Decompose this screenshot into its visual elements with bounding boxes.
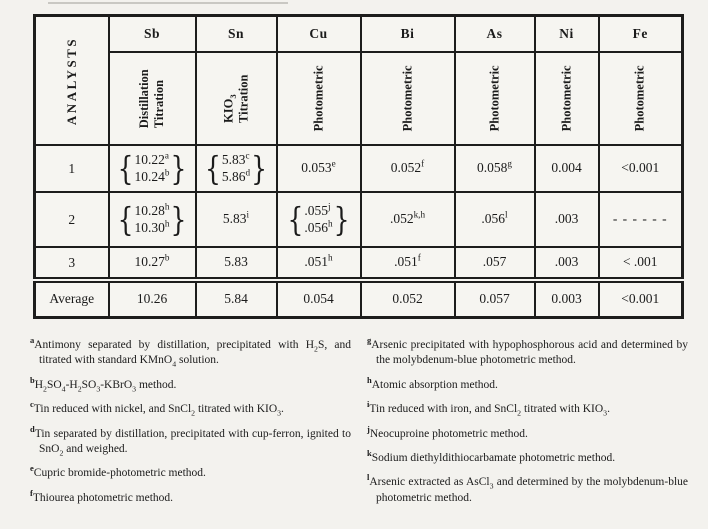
table-cell	[599, 247, 683, 280]
cell-value: 5.83	[224, 254, 248, 270]
method-header-ni	[535, 52, 599, 145]
braced-values	[117, 200, 188, 239]
cell-value: 5.84	[224, 290, 248, 306]
table-cell	[455, 247, 535, 280]
row-label: 1	[35, 145, 109, 192]
value-stack	[613, 211, 668, 228]
col-header-sn: Sn	[196, 16, 277, 52]
row-label: 3	[35, 247, 109, 280]
table-cell	[196, 280, 277, 317]
cell-value: 0.058$^g$	[477, 158, 512, 176]
footnote-marker: d	[30, 423, 35, 434]
table-body	[35, 145, 683, 317]
table-cell	[455, 192, 535, 247]
table-cell	[455, 280, 535, 317]
left-brace: {	[117, 149, 134, 188]
analysts-label: ANALYSTS	[63, 36, 79, 125]
method-label-fe: Photometric	[632, 65, 647, 132]
value-stack	[621, 291, 659, 308]
footnote	[367, 423, 688, 442]
table-cell	[535, 247, 599, 280]
table-header	[35, 16, 683, 146]
cell-value: .055$^j$	[304, 201, 331, 218]
right-brace: }	[251, 149, 268, 188]
value-stack	[223, 211, 249, 228]
table-cell	[277, 145, 361, 192]
value-stack	[390, 211, 425, 228]
footnote-marker: b	[30, 374, 35, 385]
footnote-text: Cupric bromide-photometric method.	[33, 467, 206, 480]
footnote	[367, 399, 688, 418]
value-stack	[137, 291, 167, 308]
method-label-cu: Photometric	[311, 65, 326, 132]
cell-value: 0.052$^f$	[390, 158, 425, 176]
footnote	[30, 374, 351, 394]
table-cell	[196, 247, 277, 280]
method-label-sb: Distillation Titration	[137, 68, 166, 128]
table-cell	[109, 280, 196, 317]
value-stack	[483, 254, 507, 271]
cell-value: 0.057	[479, 290, 510, 306]
footnote-marker: i	[367, 399, 370, 410]
footnote	[367, 448, 688, 466]
table-cell	[535, 280, 599, 317]
cell-value: 0.052	[392, 290, 423, 306]
value-stack	[391, 160, 424, 177]
method-header-bi	[361, 52, 455, 145]
value-stack	[304, 254, 332, 271]
table-cell	[109, 192, 196, 247]
value-stack	[135, 152, 170, 186]
table-cell	[361, 280, 455, 317]
col-header-fe: Fe	[599, 16, 683, 52]
value-stack	[224, 291, 248, 308]
braced-values	[204, 149, 268, 188]
braced-values	[117, 149, 188, 188]
value-stack	[477, 160, 512, 177]
cell-value: 5.86$^d$	[221, 167, 251, 184]
cell-value: 10.26	[136, 290, 168, 306]
cell-value: 0.003	[551, 290, 582, 306]
cell-value: 10.27$^b$	[134, 252, 170, 270]
footnote	[30, 488, 351, 506]
footnote-marker: g	[367, 335, 372, 346]
cell-value: 10.24$^b$	[134, 167, 170, 184]
col-header-cu: Cu	[277, 16, 361, 52]
footnote-marker: h	[367, 374, 372, 385]
cell-value: <0.001	[621, 290, 660, 306]
value-stack	[135, 254, 170, 271]
footnote-text: Antimony separated by distillation, precipitated with $H_2S$, and titrated with standard KMnO$_4$ solution.	[34, 339, 351, 369]
table-cell	[455, 145, 535, 192]
cell-value: .051$^h$	[304, 252, 333, 270]
method-header-as	[455, 52, 535, 145]
method-header-row	[35, 52, 683, 145]
cell-value: 10.22$^a$	[134, 150, 169, 167]
value-stack	[304, 203, 332, 237]
cell-value: 5.83$^i$	[222, 209, 250, 227]
footnotes	[30, 335, 688, 506]
cell-value: .003	[554, 211, 579, 227]
footnote-text: Tin reduced with iron, and SnCl$_2$ titrated with $KIO_3$.	[369, 403, 610, 418]
cell-value: 0.004	[551, 160, 582, 176]
right-brace: }	[333, 200, 350, 239]
value-stack	[479, 291, 509, 308]
footnote	[367, 335, 688, 369]
footnote	[30, 335, 351, 369]
cell-value: .057	[482, 254, 507, 270]
cell-value: - - - - - -	[612, 211, 668, 227]
col-header-bi: Bi	[361, 16, 455, 52]
col-header-as: As	[455, 16, 535, 52]
value-stack	[621, 160, 659, 177]
value-stack	[481, 211, 507, 228]
footnote-text: Tin reduced with nickel, and SnCl$_2$ titrated with $KIO_3$.	[33, 403, 284, 418]
footnote-marker: c	[30, 399, 34, 410]
left-brace: {	[204, 149, 221, 188]
table-cell	[277, 247, 361, 280]
cell-value: 10.28$^h$	[134, 201, 170, 218]
col-header-sb: Sb	[109, 16, 196, 52]
cell-value: .056$^h$	[304, 218, 333, 235]
footnote-text: $H_2SO_4-H_2SO_3-KBrO_3$ method.	[34, 378, 177, 394]
footnote-marker: a	[30, 335, 35, 346]
cell-value: .052$^{k,h}$	[389, 209, 426, 227]
cell-value: 0.053e	[301, 158, 336, 176]
table-cell	[599, 145, 683, 192]
table-cell	[361, 247, 455, 280]
table-row	[35, 192, 683, 247]
analysts-header-cell	[35, 16, 109, 146]
table-cell	[277, 192, 361, 247]
table-row	[35, 247, 683, 280]
cell-value: .003	[554, 254, 579, 270]
value-stack	[303, 291, 333, 308]
table-cell	[535, 145, 599, 192]
footnote-text: Sodium diethyldithiocarbamate photometric method.	[371, 452, 616, 465]
analysts-rotwrap	[36, 17, 108, 144]
method-header-fe	[599, 52, 683, 145]
value-stack	[623, 254, 658, 271]
cell-value: 0.054	[303, 290, 334, 306]
value-stack	[222, 152, 250, 186]
scan-artifact-line	[48, 2, 288, 4]
cell-value: < .001	[622, 254, 658, 270]
cell-value: 5.83$^c$	[221, 150, 250, 167]
table-cell	[196, 192, 277, 247]
table-cell	[361, 145, 455, 192]
table-cell	[196, 145, 277, 192]
footnote-marker: f	[30, 488, 33, 499]
table-cell	[599, 192, 683, 247]
cell-value: .056$^l$	[481, 209, 508, 227]
footnote-text: Arsenic extracted as AsCl$_3$ and determined by the molybdenum-blue photometric method.	[369, 476, 688, 504]
footnote-text: Arsenic precipitated with hypophosphorous acid and determined by the molybdenum-blue photometric method.	[371, 339, 688, 367]
left-brace: {	[287, 200, 304, 239]
footnote	[367, 374, 688, 393]
footnote-text: Atomic absorption method.	[371, 378, 498, 391]
table-cell	[109, 247, 196, 280]
footnote-text: Tin separated by distillation, precipitated with cup-ferron, ignited to SnO$_2$ and weighed.	[34, 427, 351, 458]
footnote-marker: j	[367, 423, 370, 434]
table-row	[35, 280, 683, 317]
braced-values	[286, 200, 350, 239]
analysis-results-table	[33, 14, 684, 319]
value-stack	[551, 160, 581, 177]
footnotes-right	[367, 335, 688, 506]
value-stack	[555, 211, 579, 228]
table-cell	[361, 192, 455, 247]
table-cell	[109, 145, 196, 192]
table-cell	[535, 192, 599, 247]
table-cell	[277, 280, 361, 317]
value-stack	[555, 254, 579, 271]
method-label-as: Photometric	[487, 65, 502, 132]
right-brace: }	[170, 149, 187, 188]
value-stack	[394, 254, 421, 271]
value-stack	[551, 291, 581, 308]
left-brace: {	[117, 200, 134, 239]
footnote	[30, 423, 351, 458]
method-header-sn	[196, 52, 277, 145]
table-cell	[599, 280, 683, 317]
cell-value: 10.30$^h$	[134, 218, 170, 235]
method-label-sn: $KIO_3$ Titration	[221, 74, 250, 123]
footnote-text: Thiourea photometric method.	[32, 491, 174, 504]
footnote-marker: k	[367, 448, 372, 459]
method-header-sb	[109, 52, 196, 145]
cell-value: .051$^f$	[394, 252, 421, 270]
row-label: 2	[35, 192, 109, 247]
footnote-text: Neocuproine photometric method.	[369, 427, 528, 440]
cell-value: <0.001	[621, 160, 660, 176]
footnote	[367, 472, 688, 506]
method-label-ni: Photometric	[559, 65, 574, 132]
right-brace: }	[170, 200, 187, 239]
row-label: Average	[35, 280, 109, 317]
method-header-cu	[277, 52, 361, 145]
value-stack	[392, 291, 422, 308]
footnote	[30, 399, 351, 418]
value-stack	[135, 203, 170, 237]
footnote	[30, 463, 351, 481]
method-label-bi: Photometric	[400, 65, 415, 132]
element-header-row	[35, 16, 683, 52]
table-row	[35, 145, 683, 192]
value-stack	[224, 254, 248, 271]
col-header-ni: Ni	[535, 16, 599, 52]
footnote-marker: l	[367, 472, 370, 483]
footnotes-left	[30, 335, 351, 506]
footnote-marker: e	[30, 463, 34, 474]
value-stack	[301, 160, 335, 177]
